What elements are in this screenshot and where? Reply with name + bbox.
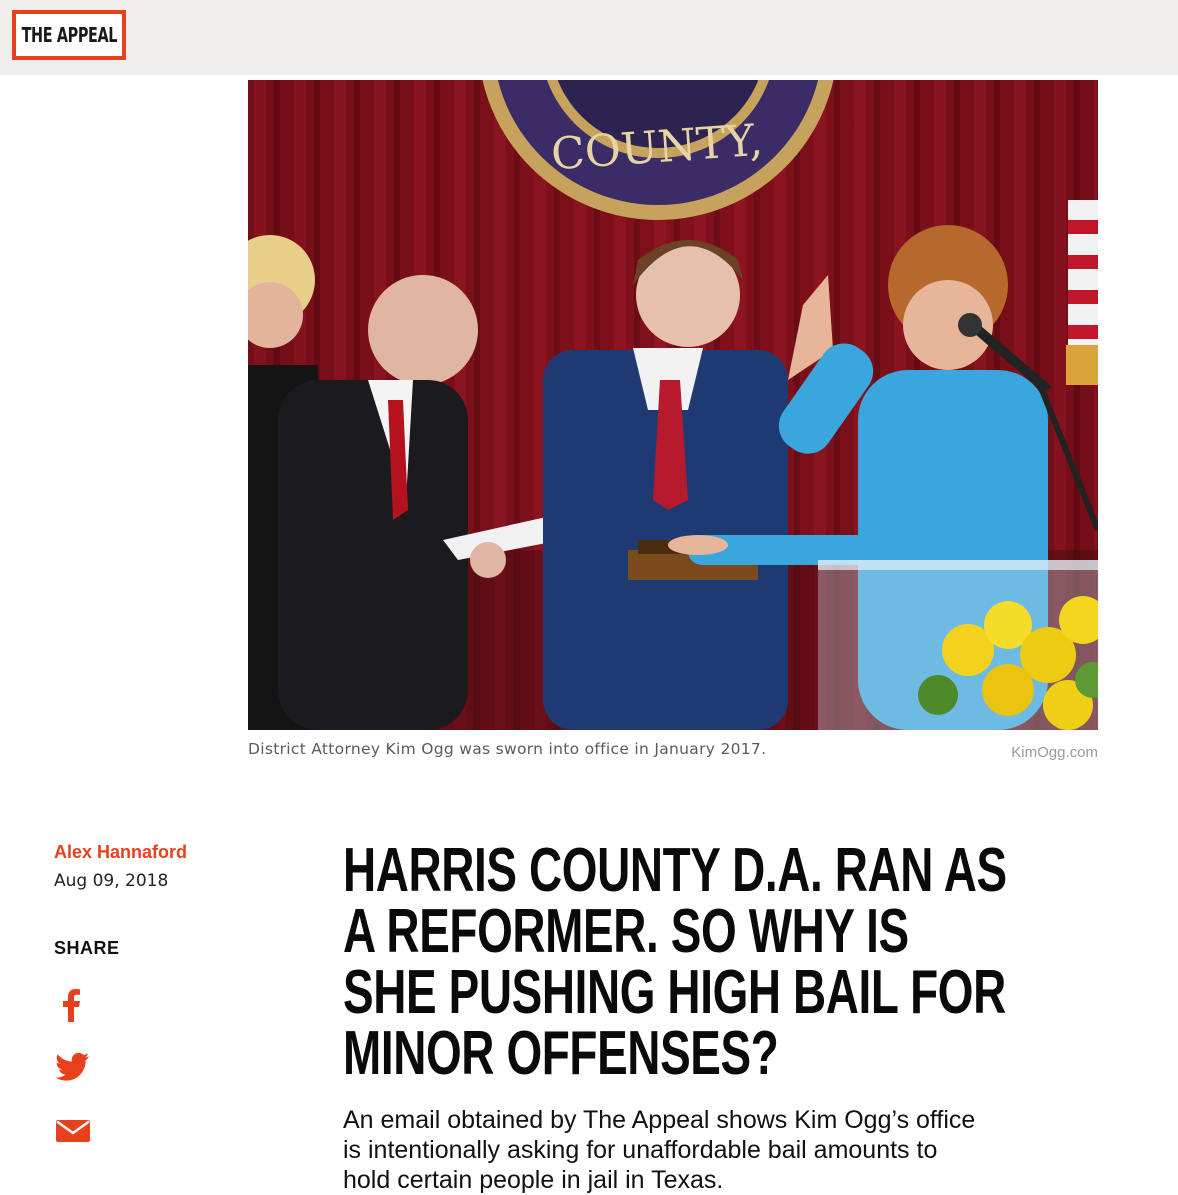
email-icon[interactable] (56, 1120, 90, 1147)
hero-photo (248, 80, 1098, 730)
twitter-icon[interactable] (56, 1052, 90, 1087)
share-label: SHARE (54, 938, 120, 958)
seal-text: COUNTY, (549, 114, 765, 181)
site-header (0, 0, 1178, 75)
photo-credit: KimOgg.com (1011, 744, 1098, 761)
publish-date: Aug 09, 2018 (54, 871, 169, 891)
article-dek: An email obtained by The Appeal shows Kim Ogg’s office is intentionally asking for unaffordable bail amounts to hold certain people in jail in Texas. (343, 1106, 976, 1194)
photo-caption: District Attorney Kim Ogg was sworn into office in January 2017. (248, 740, 767, 758)
swearing-in-photo (248, 80, 1098, 730)
author-name[interactable]: Alex Hannaford (54, 842, 188, 862)
the-appeal-logo[interactable] (12, 10, 126, 60)
facebook-icon[interactable] (58, 988, 84, 1027)
logo-text: THE APPEAL (21, 23, 117, 47)
article-headline: HARRIS COUNTY D.A. RAN AS A REFORMER. SO WHY IS SHE PUSHING HIGH BAIL FOR MINOR OFFENSES? (343, 836, 1007, 1088)
